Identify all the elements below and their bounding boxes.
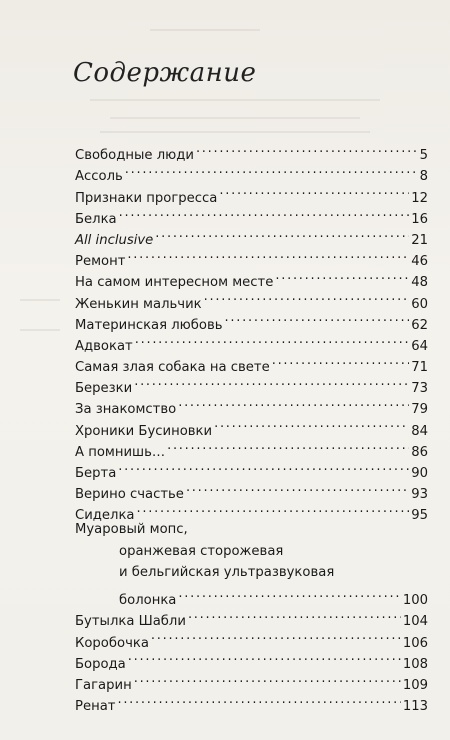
dot-leader bbox=[127, 244, 409, 265]
toc-page-number: 46 bbox=[411, 254, 428, 270]
dot-leader bbox=[272, 350, 410, 371]
toc-page-number: 93 bbox=[411, 487, 428, 503]
dot-leader bbox=[178, 392, 409, 413]
dot-leader bbox=[125, 159, 418, 180]
toc-entry-title: Ренат bbox=[75, 699, 116, 715]
toc-entry-title: Коробочка bbox=[75, 635, 149, 651]
toc-entry-title: Муаровый мопс, bbox=[75, 522, 188, 538]
toc-page-number: 104 bbox=[402, 614, 428, 630]
toc-entry bbox=[75, 477, 428, 503]
toc-page-number: 106 bbox=[402, 635, 428, 651]
toc-entry bbox=[75, 541, 428, 562]
toc-entry-title: А помнишь… bbox=[75, 444, 166, 460]
toc-entry-title: All inclusive bbox=[75, 232, 154, 248]
toc-page-number: 48 bbox=[411, 275, 428, 291]
toc-page-number: 95 bbox=[411, 508, 428, 524]
toc-entry-title: Самая злая собака на свете bbox=[75, 360, 270, 376]
toc-entry-title: Материнская любовь bbox=[75, 317, 223, 333]
dot-leader bbox=[204, 286, 410, 307]
toc-page-number: 90 bbox=[411, 466, 428, 481]
dot-leader bbox=[188, 604, 401, 625]
toc-page-number: 8 bbox=[419, 169, 428, 185]
dot-leader bbox=[128, 647, 401, 668]
toc-entry bbox=[75, 223, 428, 248]
dot-leader bbox=[275, 265, 409, 286]
toc-page-number: 73 bbox=[411, 381, 428, 397]
toc-entry bbox=[75, 138, 428, 164]
dot-leader bbox=[135, 329, 410, 350]
dot-leader bbox=[178, 583, 400, 604]
dot-leader bbox=[219, 180, 409, 201]
toc-entry-title: Гагарин bbox=[75, 677, 132, 693]
dot-leader bbox=[155, 223, 409, 244]
toc-entry-title: Березки bbox=[75, 381, 133, 397]
page-title: Содержание bbox=[73, 58, 257, 88]
toc-entry-title: Признаки прогресса bbox=[75, 190, 218, 206]
toc-page-number: 21 bbox=[411, 232, 428, 248]
dot-leader bbox=[118, 456, 409, 477]
toc-entry bbox=[75, 519, 428, 540]
toc-page-number: 12 bbox=[411, 190, 428, 206]
toc-entry-title: Женькин мальчик bbox=[75, 296, 202, 312]
toc-entry-title: Берта bbox=[75, 466, 117, 481]
toc-entry-title: На самом интересном месте bbox=[75, 275, 274, 291]
toc-page-number: 62 bbox=[411, 317, 428, 333]
toc-page-number: 79 bbox=[411, 402, 428, 418]
toc-page-number: 84 bbox=[411, 423, 428, 439]
toc-entry-title: Ремонт bbox=[75, 254, 126, 270]
toc-page-number: 60 bbox=[411, 296, 428, 312]
dot-leader bbox=[225, 308, 410, 329]
toc-entry-title: оранжевая сторожевая bbox=[119, 543, 284, 559]
toc-entry-title: болонка bbox=[119, 593, 177, 609]
toc-entry bbox=[75, 159, 428, 185]
dot-leader bbox=[134, 668, 401, 689]
toc-entry-title: За знакомство bbox=[75, 402, 177, 418]
toc-entry-title: Адвокат bbox=[75, 338, 133, 354]
toc-entry bbox=[75, 456, 428, 481]
toc-page-number: 113 bbox=[402, 699, 428, 715]
toc-entry-title: Белка bbox=[75, 211, 117, 227]
toc-entry-title: Ассоль bbox=[75, 169, 123, 185]
dot-leader bbox=[186, 477, 409, 498]
toc-entry-title: Верино счастье bbox=[75, 487, 184, 503]
dot-leader bbox=[214, 413, 409, 434]
table-of-contents bbox=[75, 138, 428, 715]
dot-leader bbox=[167, 435, 409, 456]
toc-entry bbox=[75, 180, 428, 206]
dot-leader bbox=[151, 625, 401, 646]
toc-entry-title: Сиделка bbox=[75, 508, 135, 524]
toc-page-number: 5 bbox=[419, 148, 428, 164]
toc-page-number: 108 bbox=[402, 656, 428, 672]
toc-entry-title: Борода bbox=[75, 656, 126, 672]
dot-leader bbox=[137, 498, 410, 519]
toc-page-number: 86 bbox=[411, 444, 428, 460]
dot-leader bbox=[134, 371, 409, 392]
toc-entry-title: и бельгийская ультразвуковая bbox=[119, 564, 335, 580]
toc-entry-title: Бутылка Шабли bbox=[75, 614, 186, 630]
dot-leader bbox=[117, 689, 400, 710]
toc-page-number: 100 bbox=[402, 593, 428, 609]
toc-entry-title: Хроники Бусиновки bbox=[75, 423, 213, 439]
toc-entry bbox=[75, 689, 428, 715]
toc-page-number: 109 bbox=[402, 677, 428, 693]
toc-entry bbox=[75, 202, 428, 227]
toc-page-number: 64 bbox=[411, 338, 428, 354]
dot-leader bbox=[119, 202, 410, 223]
toc-entry bbox=[75, 668, 428, 693]
toc-entry bbox=[75, 265, 428, 291]
toc-entry bbox=[75, 583, 428, 609]
toc-entry bbox=[75, 647, 428, 672]
toc-entry bbox=[75, 244, 428, 270]
dot-leader bbox=[196, 138, 418, 159]
toc-page-number: 16 bbox=[411, 211, 428, 227]
toc-entry bbox=[75, 562, 428, 583]
toc-entry-title: Свободные люди bbox=[75, 148, 194, 164]
toc-page-number: 71 bbox=[411, 360, 428, 376]
